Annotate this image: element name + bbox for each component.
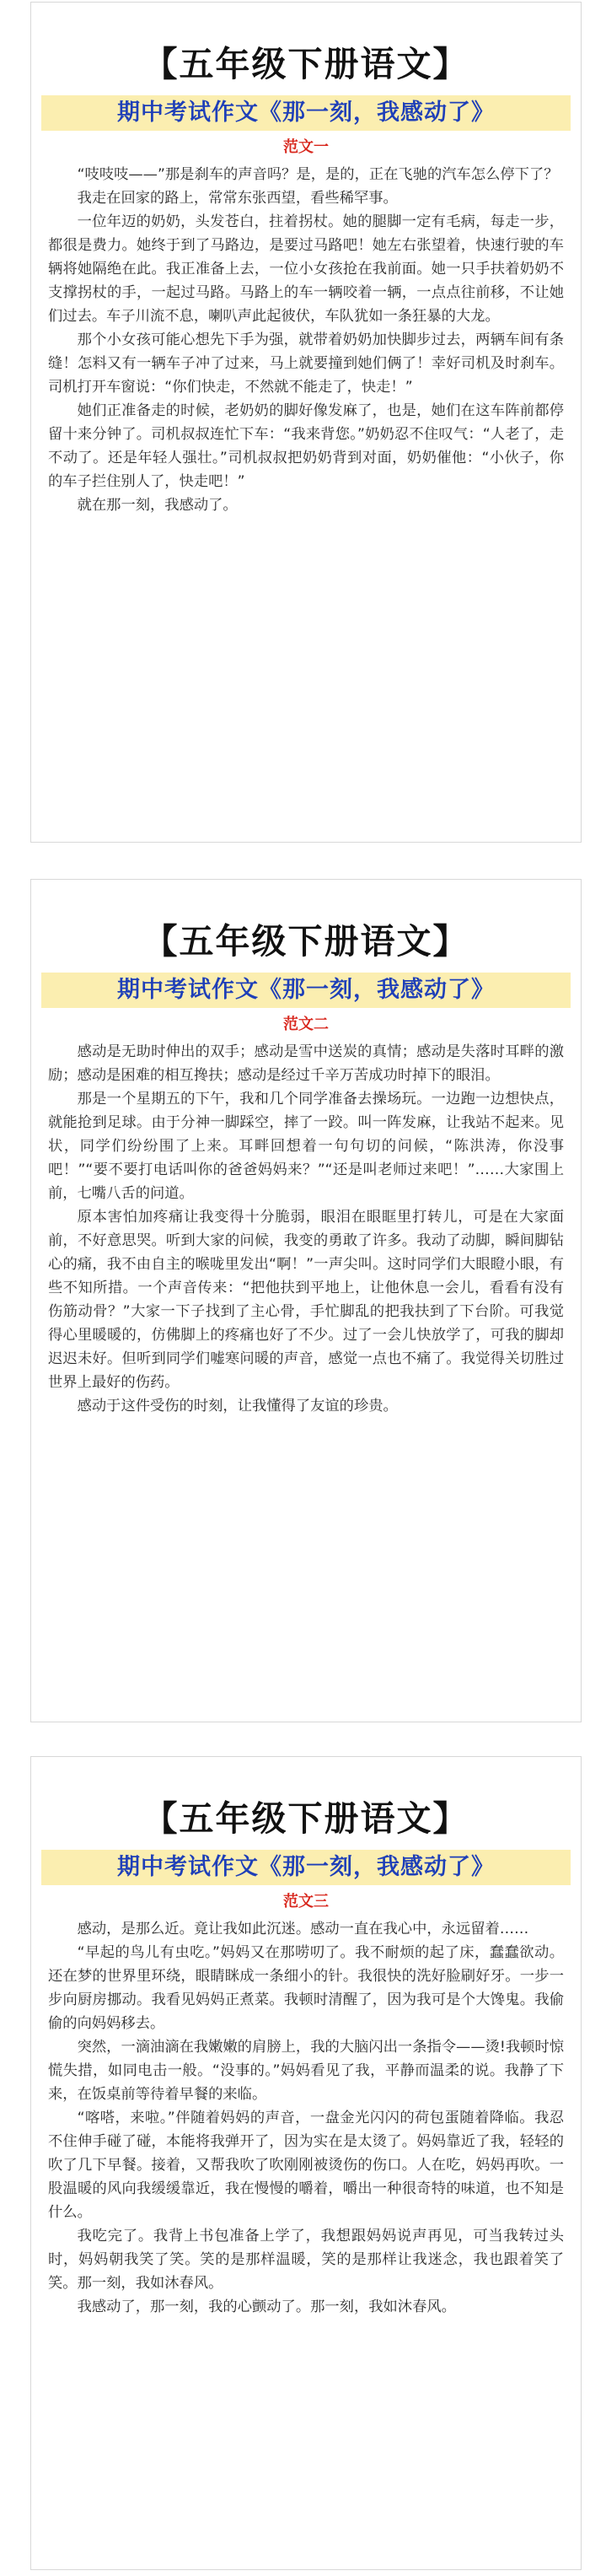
essay-body bbox=[48, 163, 564, 517]
paragraph: 那个小女孩可能心想先下手为强，就带着奶奶加快脚步过去，两辆车间有条缝！怎料又有一辆车子冲了过来，马上就要撞到她们俩了！幸好司机及时刹车。司机打开车窗说：“你们快走，不然就不能走了，快走！” bbox=[48, 331, 564, 396]
essay-body bbox=[48, 1040, 564, 1418]
essay-subtitle: 期中考试作文《那一刻，我感动了》 bbox=[41, 95, 571, 131]
essay-page-1 bbox=[30, 2, 582, 843]
paragraph: 她们正准备走的时候，老奶奶的脚好像发麻了，也是，她们在这车阵前都停留十来分钟了。司机叔叔连忙下车：“我来背您。”奶奶忍不住叹气：“人老了，走不动了。还是年轻人强壮。”司机叔叔把奶奶背到对面，奶奶催他：“小伙子，你的车子拦住别人了，快走吧！” bbox=[48, 402, 564, 490]
paragraph: “喀嗒，来啦。”伴随着妈妈的声音，一盘金光闪闪的荷包蛋随着降临。我忍不住伸手碰了碰，本能将我弹开了，因为实在是太烫了。妈妈靠近了我，轻轻的吹了几下早餐。接着，又帮我吹了吹刚刚被烫伤的伤口。人在吃，妈妈再吹。一股温暖的风向我缓缓靠近，我在慢慢的嚼着，嚼出一种很奇特的味道，也不知是什么。 bbox=[48, 2110, 564, 2221]
page-title: 【五年级下册语文】 bbox=[142, 1798, 469, 1839]
essay-subtitle: 期中考试作文《那一刻，我感动了》 bbox=[41, 973, 571, 1008]
page-title: 【五年级下册语文】 bbox=[142, 44, 469, 84]
essay-body bbox=[48, 1917, 564, 2319]
paragraph: “吱吱吱——”那是刹车的声音吗？是，是的，正在飞驰的汽车怎么停下了？ bbox=[77, 166, 559, 183]
page-title: 【五年级下册语文】 bbox=[142, 921, 469, 962]
paragraph: 那是一个星期五的下午，我和几个同学准备去操场玩。一边跑一边想快点，就能抢到足球。由于分神一脚踩空，摔了一跤。叫一阵发麻，让我站不起来。见状，同学们纷纷围了上来。耳畔回想着一句句切的问候，“陈洪涛，你没事吧！”“要不要打电话叫你的爸爸妈妈来？”“还是叫老师过来吧！”……大家围上前，七嘴八舌的问道。 bbox=[48, 1091, 564, 1202]
essay-subtitle: 期中考试作文《那一刻，我感动了》 bbox=[41, 1850, 571, 1885]
essay-page-2 bbox=[30, 879, 582, 1722]
paragraph: 原本害怕加疼痛让我变得十分脆弱，眼泪在眼眶里打转儿，可是在大家面前，不好意思哭。听到大家的问候，我变的勇敢了许多。我动了动脚，瞬间脚钻心的痛，我不由自主的喉咙里发出“啊！”一声尖叫。这时同学们大眼瞪小眼，有些不知所措。一个声音传来：“把他扶到平地上，让他休息一会儿，看看有没有伤筋动骨？”大家一下子找到了主心骨，手忙脚乱的把我扶到了下台阶。可我觉得心里暖暖的，仿佛脚上的疼痛也好了不少。过了一会儿快放学了，可我的脚却迟迟未好。但听到同学们嘘寒问暖的声音，感觉一点也不痛了。我觉得关切胜过世界上最好的伤药。 bbox=[48, 1209, 564, 1391]
sample-label: 范文一 bbox=[283, 138, 329, 156]
paragraph: 我感动了，那一刻，我的心颤动了。那一刻，我如沐春风。 bbox=[77, 2298, 456, 2315]
essay-page-3 bbox=[30, 1756, 582, 2570]
paragraph: “早起的鸟儿有虫吃。”妈妈又在那唠叨了。我不耐烦的起了床，蠢蠢欲动。还在梦的世界里环绕，眼睛眯成一条细小的针。我很快的洗好脸刷好牙。一步一步向厨房挪动。我看见妈妈正煮菜。我顿时清醒了，因为我可是个大馋鬼。我偷偷的向妈妈移去。 bbox=[48, 1944, 564, 2032]
paragraph: 突然，一滴油滴在我嫩嫩的肩膀上，我的大脑闪出一条指令——烫!我顿时惊慌失措，如同电击一般。“没事的。”妈妈看见了我，平静而温柔的说。我静了下来，在饭桌前等待着早餐的来临。 bbox=[48, 2039, 564, 2103]
paragraph: 感动是无助时伸出的双手；感动是雪中送炭的真情；感动是失落时耳畔的激励；感动是困难的相互搀扶；感动是经过千辛万苦成功时掉下的眼泪。 bbox=[48, 1043, 564, 1084]
paragraph: 感动，是那么近。竟让我如此沉迷。感动一直在我心中，永远留着…… bbox=[77, 1921, 529, 1937]
paragraph: 一位年迈的奶奶，头发苍白，拄着拐杖。她的腿脚一定有毛病，每走一步，都很是费力。她终于到了马路边，是要过马路吧！她左右张望着，快速行驶的车辆将她隔绝在此。我正准备上去，一位小女孩抢在我前面。她一只手扶着奶奶不支撑拐杖的手，一起过马路。马路上的车一辆咬着一辆，一点点往前移，不让她们过去。车子川流不息，喇叭声此起彼伏，车队犹如一条狂暴的大龙。 bbox=[48, 213, 564, 325]
paragraph: 我吃完了。我背上书包准备上学了，我想跟妈妈说声再见，可当我转过头时，妈妈朝我笑了笑。笑的是那样温暖，笑的是那样让我迷念，我也跟着笑了笑。那一刻，我如沐春风。 bbox=[48, 2228, 564, 2292]
paragraph: 就在那一刻，我感动了。 bbox=[77, 497, 238, 514]
paragraph: 我走在回家的路上，常常东张西望，看些稀罕事。 bbox=[77, 190, 398, 207]
sample-label: 范文三 bbox=[283, 1893, 329, 1910]
sample-label: 范文二 bbox=[283, 1016, 329, 1033]
paragraph: 感动于这件受伤的时刻，让我懂得了友谊的珍贵。 bbox=[77, 1398, 398, 1415]
